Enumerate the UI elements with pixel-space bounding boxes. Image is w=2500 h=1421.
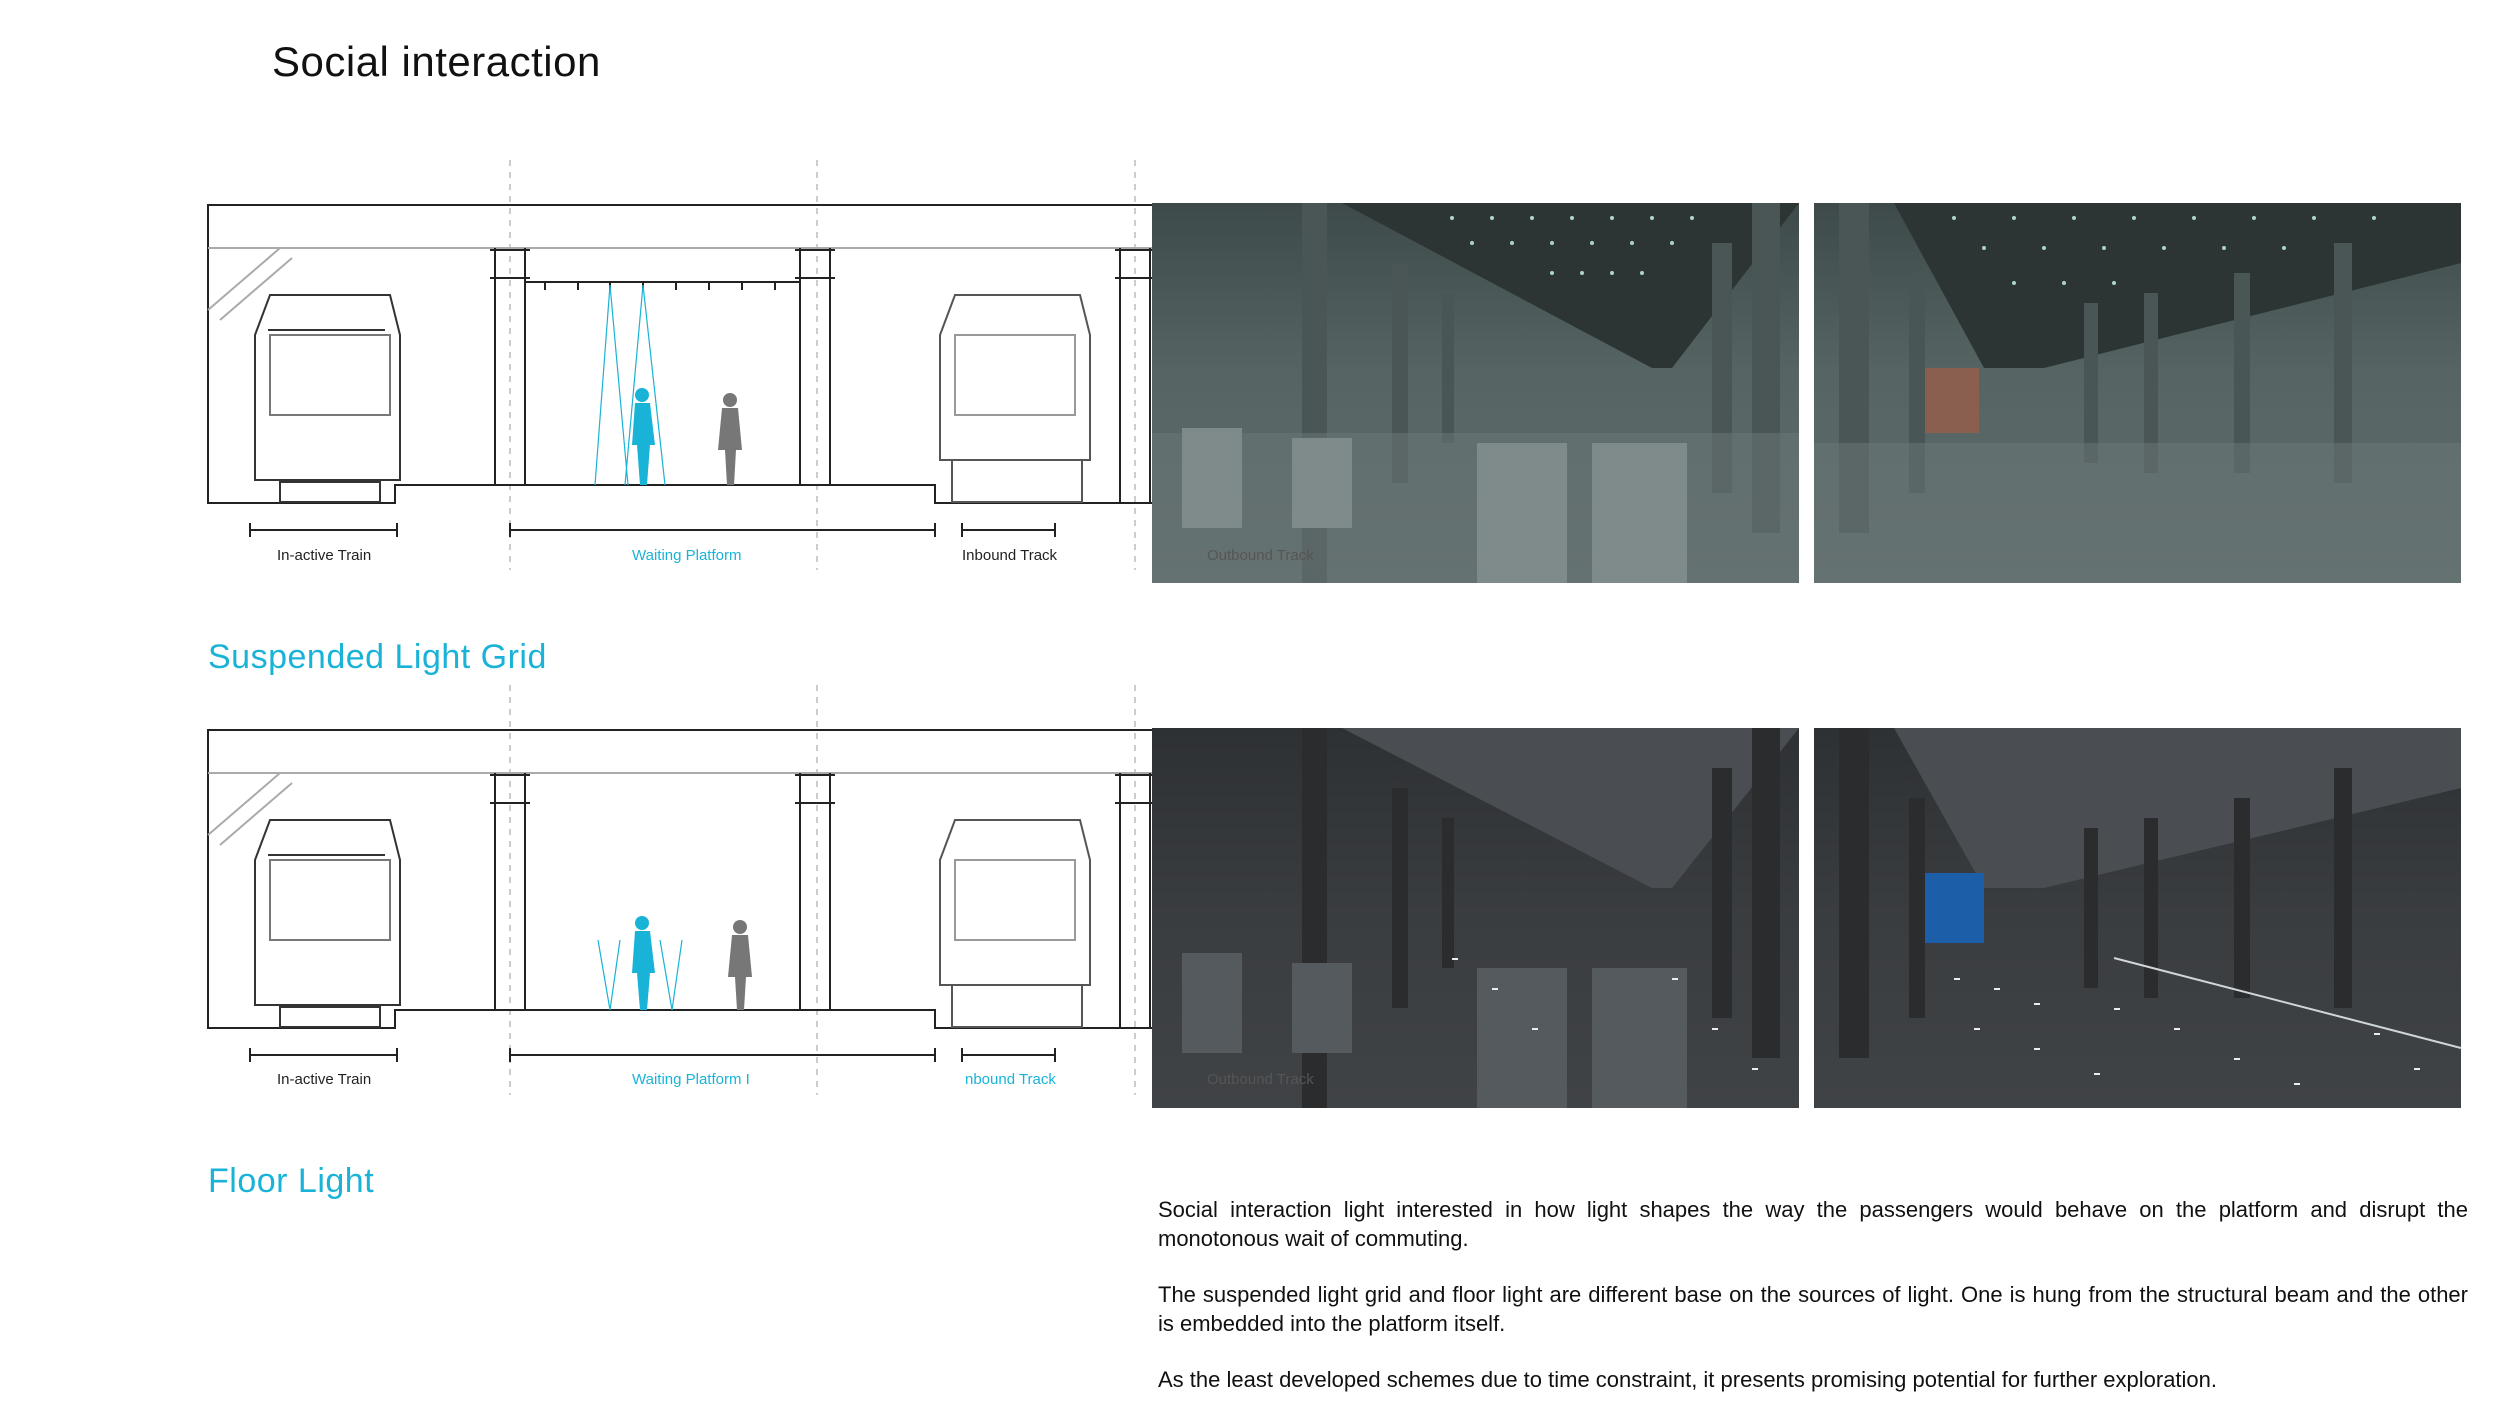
- person-grey: [718, 393, 742, 485]
- person-cyan: [632, 916, 655, 1010]
- render-suspended-grid-2: [1814, 203, 2461, 583]
- section-title-floor-light: Floor Light: [208, 1162, 375, 1200]
- description-paragraph-1: Social interaction light interested in how light shapes the way the passengers would behave on the platform and disrupt the monotonous wait of commuting.: [1158, 1197, 2468, 1251]
- train-right: [940, 820, 1090, 1027]
- person-cyan: [632, 388, 655, 485]
- label-outbound-track: Outbound Track: [1207, 1071, 1314, 1088]
- render-suspended-grid-1: [1152, 203, 1799, 583]
- person-grey: [728, 920, 752, 1010]
- label-inactive-train: In-active Train: [277, 1071, 372, 1088]
- train-right: [940, 295, 1090, 502]
- section-title-suspended-grid: Suspended Light Grid: [208, 638, 547, 676]
- label-waiting-platform: Waiting Platform I: [632, 1071, 750, 1088]
- label-inbound-track: Inbound Track: [962, 547, 1058, 564]
- label-inactive-train: In-active Train: [277, 547, 372, 564]
- train-left: [255, 295, 400, 502]
- label-waiting-platform: Waiting Platform: [632, 547, 742, 564]
- description: [1158, 1195, 2468, 1421]
- label-inbound-track: nbound Track: [965, 1071, 1056, 1088]
- description-paragraph-2: The suspended light grid and floor light are different base on the sources of light. One is hung from the structural beam and the other is embedded into the platform itself.: [1158, 1282, 2468, 1336]
- page-title: Social interaction: [272, 38, 601, 85]
- render-floor-light-1: [1152, 728, 1799, 1108]
- render-floor-light-2: [1814, 728, 2461, 1108]
- train-left: [255, 820, 400, 1027]
- label-outbound-track: Outbound Track: [1207, 547, 1314, 564]
- description-paragraph-3: As the least developed schemes due to time constraint, it presents promising potential for further exploration.: [1158, 1367, 2218, 1392]
